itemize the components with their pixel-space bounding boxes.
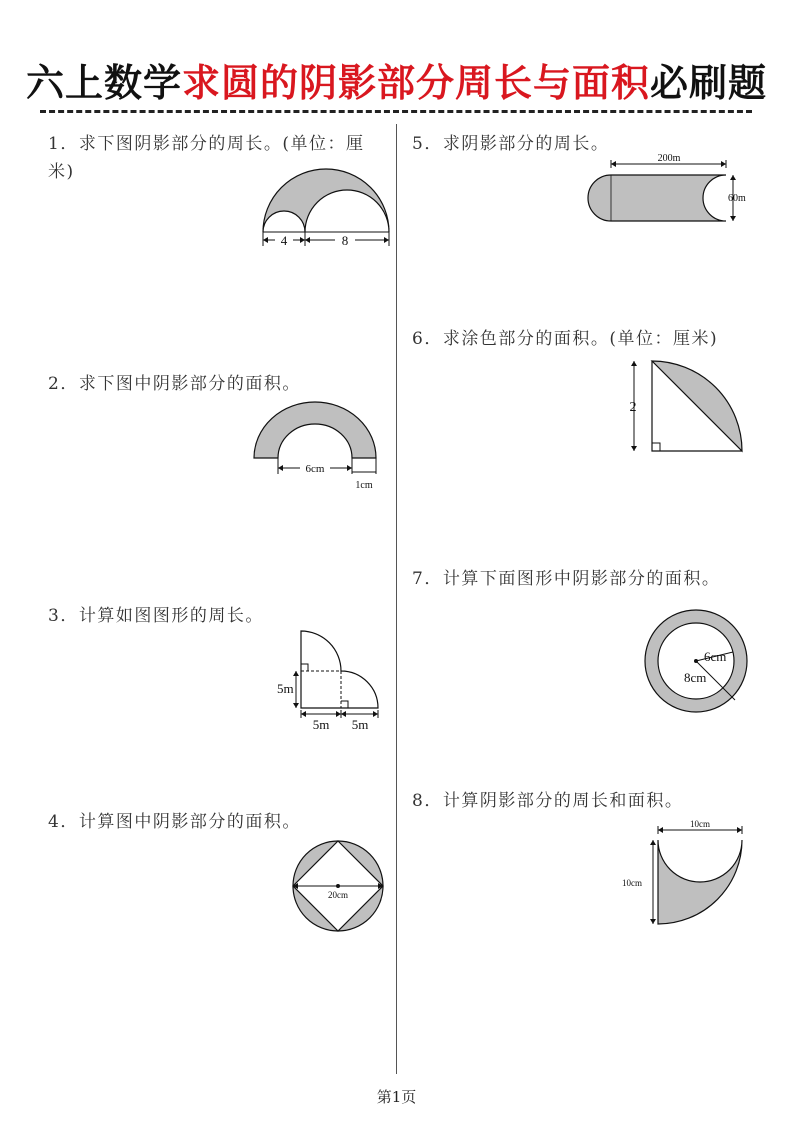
- title-divider: [40, 110, 752, 113]
- question-8: 8．计算阴影部分的周长和面积。: [412, 791, 684, 811]
- figure-1: [255, 166, 395, 250]
- question-6: 6．求涂色部分的面积。(单位：厘米): [412, 329, 719, 349]
- figure-2-label-b: 1cm: [355, 480, 373, 491]
- figure-6: [622, 355, 750, 455]
- figure-8-label-b: 10cm: [622, 878, 642, 888]
- figure-2: [250, 400, 380, 492]
- figure-7-label-a: 6cm: [704, 649, 727, 664]
- figure-1-label-a: 4: [280, 233, 288, 248]
- figure-5: [583, 155, 758, 233]
- figure-3: [276, 628, 386, 736]
- title-part-suffix: 必刷题: [650, 61, 768, 105]
- page-number: 第1页: [376, 1088, 417, 1106]
- figure-8: [620, 818, 750, 930]
- question-1: 1．求下图阴影部分的周长。(单位：厘米): [48, 134, 365, 182]
- figure-3-label-c: 5m: [351, 717, 369, 732]
- question-5: 5．求阴影部分的周长。: [412, 134, 610, 154]
- figure-2-label-a: 6cm: [305, 463, 325, 475]
- figure-4-label-a: 20cm: [328, 890, 348, 900]
- question-7: 7．计算下面图形中阴影部分的面积。: [412, 569, 721, 589]
- title-part-topic: 求圆的阴影部分周长与面积: [181, 61, 650, 105]
- figure-3-label-b: 5m: [312, 717, 330, 732]
- figure-3-label-a: 5m: [277, 681, 294, 696]
- figure-6-label-a: 2: [629, 400, 637, 415]
- title-part-grade: 六上数学: [25, 61, 182, 105]
- figure-5-label-b: 60m: [728, 193, 746, 204]
- page-title: [0, 52, 793, 107]
- question-3: 3．计算如图图形的周长。: [48, 606, 264, 626]
- question-2: 2．求下图中阴影部分的面积。: [48, 374, 301, 394]
- column-divider: [396, 124, 397, 1074]
- figure-7: [643, 605, 749, 717]
- figure-1-label-b: 8: [341, 233, 349, 248]
- figure-5-label-a: 200m: [657, 153, 681, 164]
- figure-8-label-a: 10cm: [690, 819, 710, 829]
- figure-7-label-b: 8cm: [684, 670, 707, 685]
- question-4: 4．计算图中阴影部分的面积。: [48, 812, 301, 832]
- figure-4: [290, 838, 388, 936]
